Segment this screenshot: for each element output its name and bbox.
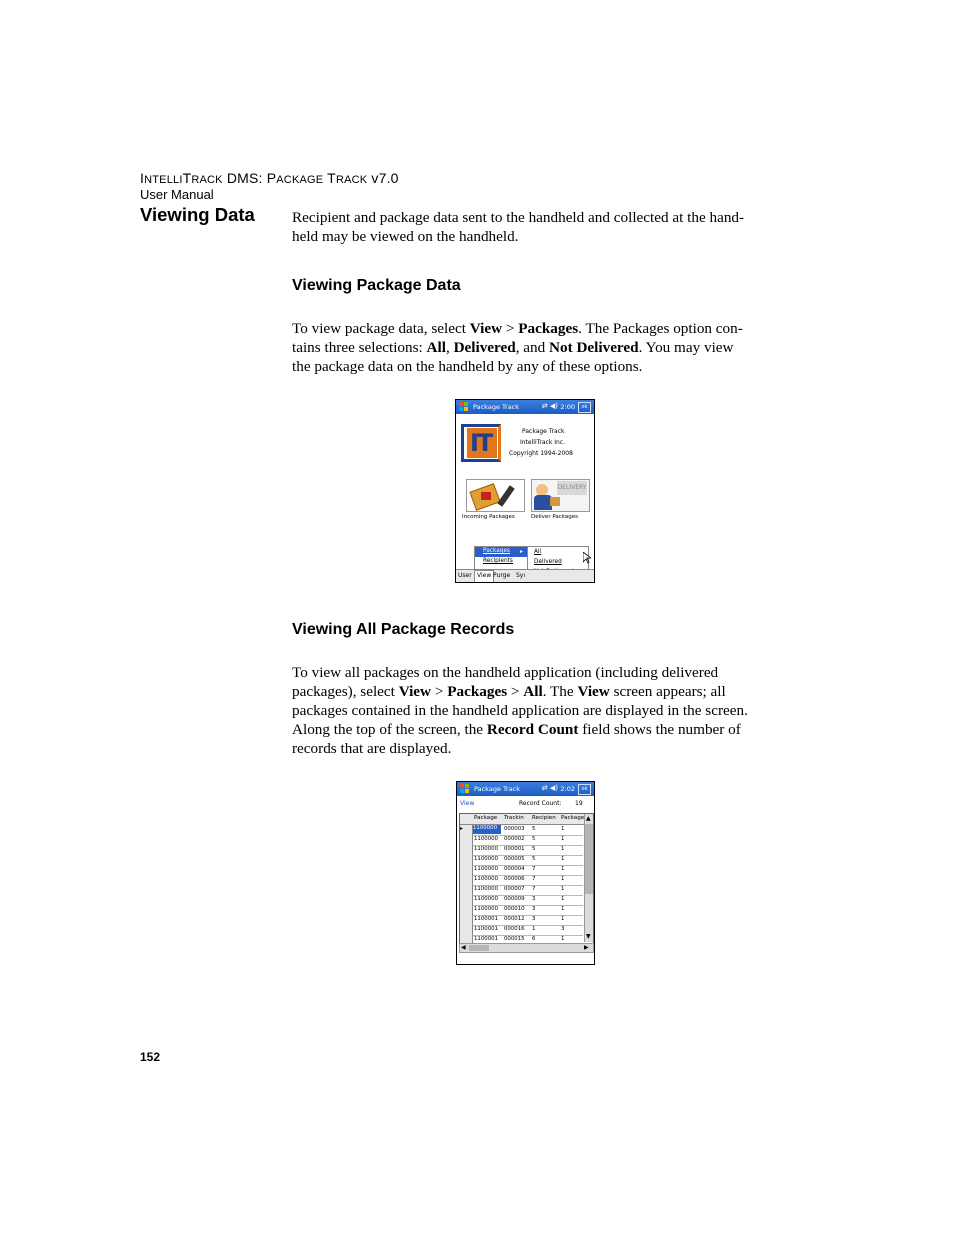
- table-cell: 3: [532, 896, 536, 902]
- cursor-icon: [583, 552, 591, 564]
- incoming-packages-icon[interactable]: [466, 479, 525, 512]
- device-title-bar: [457, 782, 594, 796]
- table-cell: 6: [532, 936, 536, 942]
- table-cell: 1100000: [474, 876, 499, 882]
- bottom-menu-bar: [456, 569, 594, 583]
- windows-start-icon[interactable]: [459, 402, 468, 411]
- scroll-right-icon[interactable]: ▶: [584, 944, 589, 951]
- ok-button[interactable]: ok: [578, 402, 591, 413]
- table-cell: 1100000: [474, 896, 499, 902]
- section-title: Viewing Data: [140, 204, 255, 225]
- submenu-item-delivered[interactable]: Delivered: [534, 559, 562, 565]
- table-cell: 000007: [504, 886, 525, 892]
- record-count-label: Record Count:: [519, 800, 562, 807]
- submenu-arrow-icon: ▸: [520, 548, 524, 555]
- logo-text: IT: [470, 429, 492, 457]
- clock: 2:02: [560, 785, 575, 793]
- table-cell: 5: [532, 856, 536, 862]
- column-header[interactable]: Package: [561, 815, 585, 821]
- scroll-left-icon[interactable]: ◀: [461, 944, 466, 951]
- delivery-sign: DELIVERY: [557, 481, 587, 495]
- table-cell: 5: [532, 836, 536, 842]
- table-cell: 3: [532, 916, 536, 922]
- column-header[interactable]: Recipien: [532, 815, 556, 821]
- table-cell: 1100000: [474, 906, 499, 912]
- grid-body: [460, 825, 583, 944]
- paragraph-view-all: To view all packages on the handheld application (including delivered packages), select View > Packages > All. The View screen appears; all packages contained in the handheld application are displayed in the screen. Along the top of the screen, the Record Count field shows the number of records that are displayed.: [292, 664, 748, 757]
- row-selector-arrow-icon[interactable]: ▸: [460, 825, 473, 835]
- table-cell: 1: [561, 856, 565, 862]
- table-cell: 000003: [504, 826, 525, 832]
- row-selector[interactable]: [460, 905, 473, 915]
- table-cell: 1100000: [474, 846, 499, 852]
- menu-user[interactable]: User: [458, 572, 472, 579]
- subsection-title-viewing-all-package-records: Viewing All Package Records: [292, 621, 515, 638]
- table-cell: 7: [532, 866, 536, 872]
- menu-purge[interactable]: Purge: [493, 572, 511, 579]
- handheld-view-screen: [456, 781, 595, 965]
- menu-item-recipients[interactable]: Recipients: [483, 558, 513, 564]
- table-cell: 1: [561, 916, 565, 922]
- view-menu: [474, 546, 528, 571]
- table-cell: 1: [561, 876, 565, 882]
- table-cell: 1100000: [474, 866, 499, 872]
- records-grid: [459, 813, 594, 945]
- table-cell: 1: [561, 826, 565, 832]
- table-cell: 000015: [504, 936, 525, 942]
- connectivity-volume-icon[interactable]: ⇄ ◀): [541, 402, 558, 410]
- menu-sync[interactable]: Syı: [516, 572, 526, 579]
- table-cell: 3: [561, 926, 565, 932]
- row-selector[interactable]: [460, 885, 473, 895]
- column-header[interactable]: Package: [474, 815, 498, 821]
- table-cell: 1100000: [474, 836, 499, 842]
- menu-view[interactable]: View: [474, 570, 494, 583]
- running-header-title: INTELLITRACK DMS: PACKAGE TRACK v7.0: [140, 170, 399, 186]
- deliver-packages-label[interactable]: Deliver Packages: [531, 514, 578, 520]
- table-cell: 1: [561, 836, 565, 842]
- view-label: View: [460, 800, 475, 807]
- scroll-thumb[interactable]: [469, 945, 489, 951]
- record-count-value: 19: [575, 800, 583, 807]
- device-title: Package Track: [473, 403, 520, 411]
- table-cell: 000001: [504, 846, 525, 852]
- connectivity-volume-icon[interactable]: ⇄ ◀): [541, 784, 558, 792]
- table-cell: 000005: [504, 856, 525, 862]
- scroll-thumb[interactable]: [585, 824, 593, 894]
- row-selector[interactable]: [460, 925, 473, 935]
- row-selector[interactable]: [460, 855, 473, 865]
- row-selector[interactable]: [460, 835, 473, 845]
- device-title-bar: [456, 400, 594, 414]
- table-cell: 7: [532, 876, 536, 882]
- table-cell: 000006: [504, 876, 525, 882]
- table-cell: 1: [561, 896, 565, 902]
- table-cell: 1: [561, 886, 565, 892]
- table-cell: 1100000: [474, 886, 499, 892]
- table-cell: 1: [532, 926, 536, 932]
- row-selector[interactable]: [460, 865, 473, 875]
- table-cell: 000010: [504, 906, 525, 912]
- submenu-item-all[interactable]: All: [534, 549, 542, 555]
- paragraph-view-packages: To view package data, select View > Packages. The Packages option con- tains three selections: All, Delivered, and Not Delivered. You may view the package data on the handheld by any of these options.: [292, 320, 743, 375]
- page-number: 152: [140, 1050, 161, 1064]
- app-name: Package Track: [522, 428, 565, 435]
- table-cell: 000016: [504, 926, 525, 932]
- device-title: Package Track: [474, 785, 521, 793]
- vertical-scrollbar[interactable]: [584, 814, 593, 942]
- table-cell: 000004: [504, 866, 525, 872]
- table-cell: 1: [561, 936, 565, 942]
- grid-header: [460, 814, 593, 825]
- row-selector[interactable]: [460, 845, 473, 855]
- row-selector[interactable]: [460, 875, 473, 885]
- intellitrack-logo: [461, 424, 507, 464]
- horizontal-scrollbar[interactable]: [459, 943, 594, 953]
- table-cell: 5: [532, 846, 536, 852]
- running-header-subtitle: User Manual: [140, 187, 214, 202]
- scroll-up-icon[interactable]: ▲: [586, 815, 591, 822]
- deliver-packages-icon[interactable]: [531, 479, 590, 512]
- subsection-title-viewing-package-data: Viewing Package Data: [292, 277, 461, 294]
- scroll-down-icon[interactable]: ▼: [586, 933, 591, 940]
- section-intro: Recipient and package data sent to the handheld and collected at the hand- held may be viewed on the handheld.: [292, 209, 745, 245]
- table-cell: 1100000: [473, 825, 501, 834]
- table-cell: 000002: [504, 836, 525, 842]
- table-cell: 3: [532, 906, 536, 912]
- clock: 2:00: [560, 403, 575, 411]
- table-cell: 7: [532, 886, 536, 892]
- copyright: Copyright 1994-2008: [509, 450, 573, 457]
- menu-item-packages[interactable]: Packages: [483, 548, 511, 554]
- table-cell: 000009: [504, 896, 525, 902]
- table-cell: 5: [532, 826, 536, 832]
- table-cell: 1: [561, 846, 565, 852]
- table-cell: 1100001: [474, 926, 499, 932]
- incoming-packages-label[interactable]: Incoming Packages: [462, 514, 515, 520]
- table-cell: 000012: [504, 916, 525, 922]
- row-selector[interactable]: [460, 915, 473, 925]
- ok-button[interactable]: ok: [578, 784, 591, 795]
- table-cell: 1: [561, 866, 565, 872]
- table-cell: 1100000: [474, 856, 499, 862]
- table-cell: 1100001: [474, 916, 499, 922]
- company-name: IntelliTrack Inc.: [520, 439, 566, 446]
- table-cell: 1100001: [474, 936, 499, 942]
- handheld-main-screen: [455, 399, 595, 583]
- windows-start-icon[interactable]: [460, 784, 469, 793]
- column-header[interactable]: Trackin: [504, 815, 524, 821]
- row-selector[interactable]: [460, 895, 473, 905]
- table-cell: 1: [561, 906, 565, 912]
